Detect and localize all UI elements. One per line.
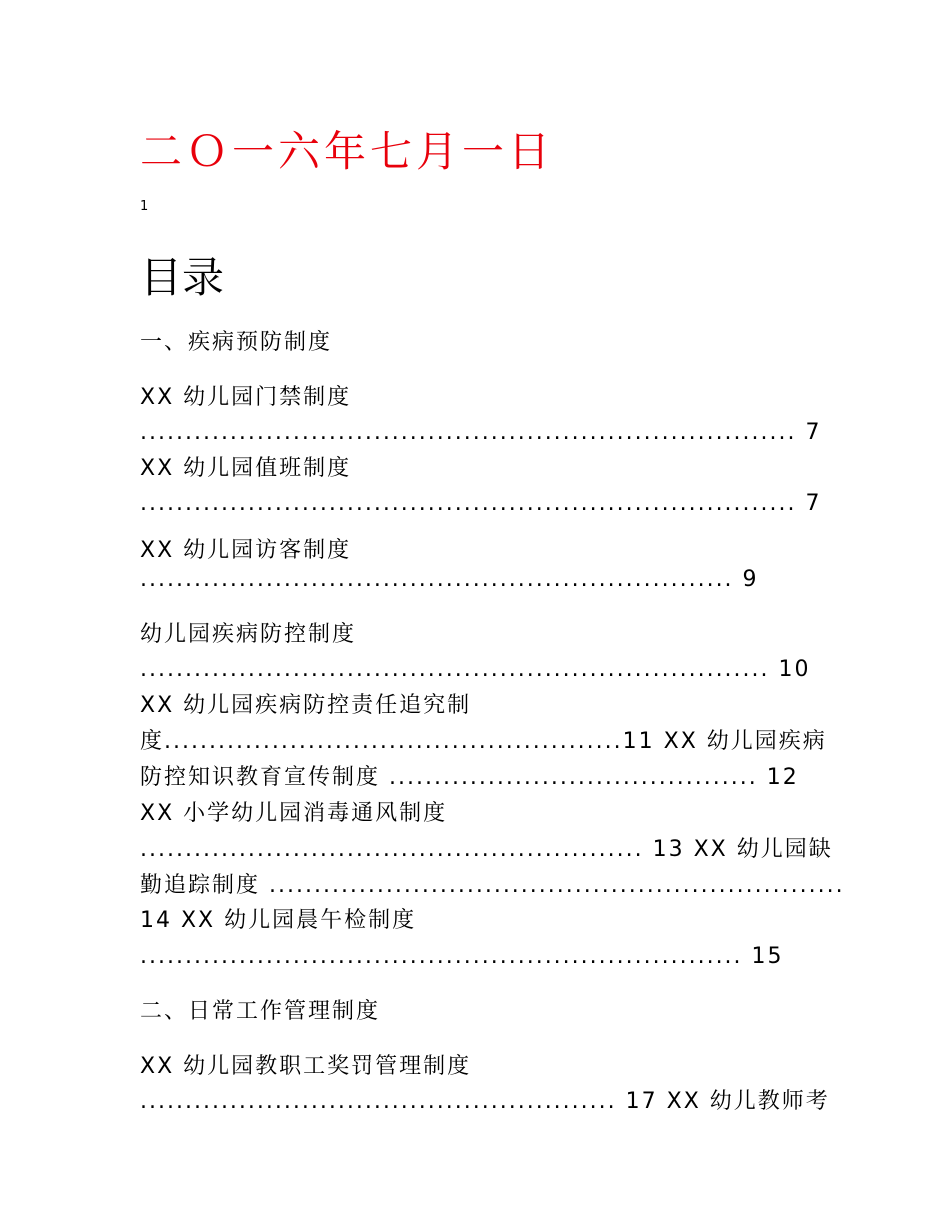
toc-entry[interactable]: ..................................................... 17 XX 幼儿教师考 xyxy=(140,1089,830,1114)
toc-entry[interactable]: 勤追踪制度 ................................................................ xyxy=(140,873,845,898)
toc-leader-line: ......................................................................... 7 xyxy=(140,420,822,445)
toc-entry[interactable]: XX 幼儿园值班制度 xyxy=(140,456,352,481)
toc-leader-line: .................................................................. 9 xyxy=(140,567,759,592)
toc-entry[interactable]: 幼儿园疾病防控制度 xyxy=(140,622,357,647)
toc-leader-line: ......................................................................... 7 xyxy=(140,491,822,516)
toc-section-heading: 二、日常工作管理制度 xyxy=(140,999,381,1024)
toc-entry[interactable]: ........................................................ 13 XX 幼儿园缺 xyxy=(140,837,833,862)
toc-leader-line: ...................................................................... 10 xyxy=(140,657,811,682)
toc-entry[interactable]: XX 幼儿园门禁制度 xyxy=(140,385,352,410)
toc-title: 目录 xyxy=(140,253,225,302)
toc-entry[interactable]: 14 XX 幼儿园晨午检制度 xyxy=(140,908,417,933)
toc-entry[interactable]: XX 幼儿园教职工奖罚管理制度 xyxy=(140,1054,472,1079)
toc-entry[interactable]: 度...................................................11 XX 幼儿园疾病 xyxy=(140,729,827,754)
page-number: 1 xyxy=(140,199,149,214)
toc-entry[interactable]: XX 小学幼儿园消毒通风制度 xyxy=(140,801,448,826)
toc-section-heading: 一、疾病预防制度 xyxy=(140,330,333,355)
document-date: 二Ｏ一六年七月一日 xyxy=(140,127,555,176)
toc-entry[interactable]: XX 幼儿园疾病防控责任追究制 xyxy=(140,693,472,718)
toc-entry[interactable]: XX 幼儿园访客制度 xyxy=(140,538,352,563)
toc-leader-line: ................................................................... 15 xyxy=(140,944,784,969)
toc-entry[interactable]: 防控知识教育宣传制度 ......................................... 12 xyxy=(140,765,799,790)
